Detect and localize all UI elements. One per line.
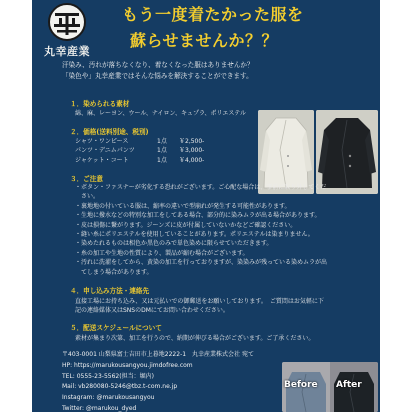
headline xyxy=(122,2,378,54)
contact-phone: TEL: 0555-23-5562(担当：堀内) xyxy=(62,372,154,380)
company-logo xyxy=(40,3,94,59)
order-line: 記の連絡媒体又はSNSのDMにてお問い合わせください。 xyxy=(75,307,229,315)
section-materials-body: 綿、麻、レーヨン、ウール、ナイロン、キュプラ、ポリエステル xyxy=(75,110,247,117)
price-row xyxy=(75,156,225,165)
section-notes-title: ３．ご注意 xyxy=(70,175,103,183)
note-line: ・汚れに洗濯をしてから、黄染の加工を行っておりますが、染染みが残っている染めムラが出 xyxy=(75,259,328,267)
black-jacket-photo xyxy=(316,110,378,194)
logo-text: 丸幸産業 xyxy=(44,45,90,58)
section-materials-title: １．染められる素材 xyxy=(70,100,130,108)
note-line: ・ボタン・ファスナーが劣化する恐れがございます。ご心配な場合は、事前に取り外してくだ xyxy=(75,184,327,191)
white-jacket-photo xyxy=(258,110,314,194)
flyer xyxy=(32,0,380,412)
contact-block xyxy=(62,350,292,412)
price-value: ￥2,500- xyxy=(179,138,205,145)
section-order-body xyxy=(75,297,375,316)
note-line: ・皮は損傷に繋がります。ジーンズに皮が付属していないかなどご確認ください。 xyxy=(75,221,297,229)
price-value: ￥3,000- xyxy=(179,147,205,155)
contact-instagram: Instagram: @marukousangyou xyxy=(62,394,155,402)
note-line: ・糸の加工や生地の性質により、製品が縮む場合がございます。 xyxy=(75,249,249,257)
price-table xyxy=(75,137,225,165)
note-line: ・裏地地の付いている服は、縮率の違いで型崩れが発生する可能性があります。 xyxy=(75,202,291,210)
price-qty: 1点 xyxy=(157,138,167,145)
after-label: After xyxy=(336,380,362,390)
section-prices-title: ２．価格(送料別途、税別) xyxy=(70,128,149,136)
before-after-photo xyxy=(282,362,378,412)
price-item: パンツ・デニムパンツ xyxy=(75,147,135,155)
price-qty: 1点 xyxy=(157,147,167,155)
price-item: シャツ・ワンピース xyxy=(75,138,129,145)
intro-line-2: 「染色や」丸幸産業ではそんな悩みを解決することができます。 xyxy=(62,71,253,80)
note-line: てしまう場合があります。 xyxy=(75,268,153,276)
headline-line-2: 蘇らせませんか？？ xyxy=(130,31,279,50)
contact-website-link[interactable]: HP: https://marukousangyou.jimdofree.com xyxy=(62,361,193,369)
logo-emblem-icon xyxy=(48,3,86,41)
note-line: ・縫い糸にポリエステルを使用していることがあります。ポリエステルは染まりません。 xyxy=(75,231,314,239)
note-line: さい。 xyxy=(75,193,100,201)
price-row xyxy=(75,146,225,155)
intro-line-1: 汗染み、汚れが落ちなくなり、着なくなった服はありませんか？ xyxy=(62,61,254,69)
contact-address: 〒403-0001 山梨県富士吉田市上暮地2222-1 丸幸産業株式会社 宛て xyxy=(62,351,254,358)
order-line: 直接工場にお持ち込み、又は元払いでの御郵送をお願いしております。 ご質問はお気軽に下 xyxy=(75,298,324,305)
contact-email-link[interactable]: Mail: vb280080-5246@tbz.t-com.ne.jp xyxy=(62,383,178,391)
intro-text xyxy=(62,60,374,81)
price-value: ￥4,000- xyxy=(179,156,205,164)
note-line: ・染めたれるものは相色か黒色のみで単色染めに限らせていただきます。 xyxy=(75,240,273,248)
contact-twitter: Twitter: @marukou_dyed xyxy=(62,404,137,412)
price-qty: 1点 xyxy=(157,156,167,164)
price-row xyxy=(75,137,225,146)
note-line: ・生地に撥水などの特別な加工をしてある場合、部分的に染みムラが出る場合があります。 xyxy=(75,212,321,220)
before-label: Before xyxy=(284,380,318,390)
schedule-line: 素材が集まり次第、加工を行うので、納期が伸びる場合がございます。ご了承ください。 xyxy=(75,335,315,342)
headline-line-1: もう一度着たかった服を xyxy=(122,5,304,24)
section-order-title: ４．申し込み方法・連絡先 xyxy=(70,287,150,295)
section-notes-body xyxy=(75,183,375,277)
section-schedule-title: ５．配送スケジュールについて xyxy=(70,324,162,332)
price-item: ジャケット・コート xyxy=(75,156,129,164)
section-schedule-body xyxy=(75,334,375,343)
